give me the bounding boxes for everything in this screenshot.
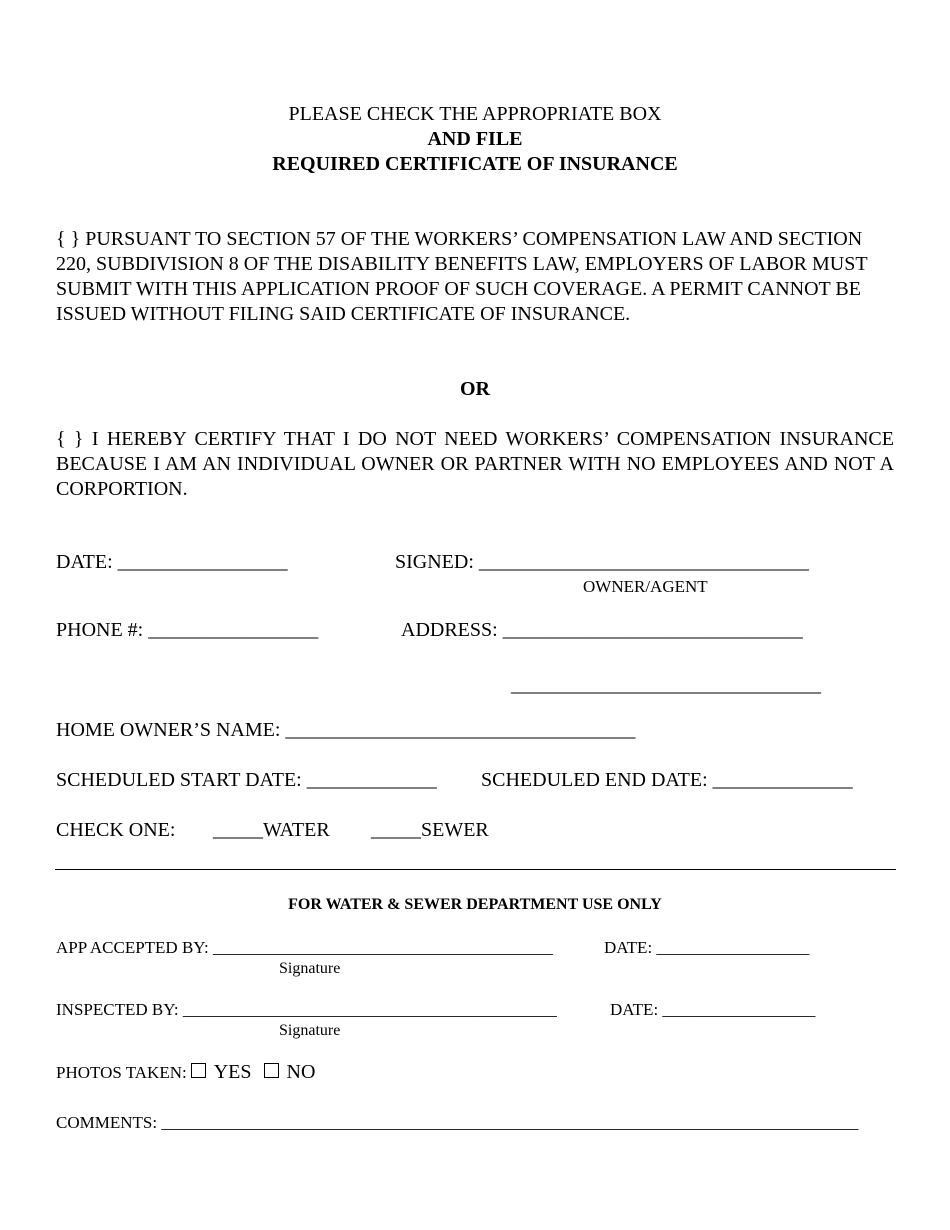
no-label: NO [286,1061,316,1083]
or-label: OR [460,378,490,400]
header-line-1: PLEASE CHECK THE APPROPRIATE BOX [288,103,662,125]
water-option[interactable]: _____WATER [213,819,330,841]
address-field[interactable]: ADDRESS: ______________________________ [401,619,803,641]
photos-taken-row [56,1060,315,1085]
app-accepted-by-field[interactable]: APP ACCEPTED BY: ________________________________________ [56,938,553,957]
option-coverage-paragraph[interactable]: { } PURSUANT TO SECTION 57 OF THE WORKERS’ COMPENSATION LAW AND SECTION 220, SUBDIVISION 8 OF THE DISABILITY BENEFITS LAW, EMPLOYERS OF LABOR MUST SUBMIT WITH THIS APPLICATION PROOF OF SUCH COVERAGE. A PERMIT CANNOT BE ISSUED WITHOUT FILING SAID CERTIFICATE OF INSURANCE. [56,228,868,325]
date-field[interactable]: DATE: _________________ [56,551,288,573]
comments-field[interactable]: COMMENTS: __________________________________________________________________________________ [56,1113,859,1132]
department-use-title: FOR WATER & SEWER DEPARTMENT USE ONLY [288,896,662,913]
photos-taken-label: PHOTOS TAKEN: [56,1063,187,1082]
option-exemption-paragraph[interactable]: { } I HEREBY CERTIFY THAT I DO NOT NEED WORKERS’ COMPENSATION INSURANCE BECAUSE I AM AN INDIVIDUAL OWNER OR PARTNER WITH NO EMPLOYEES AND NOT A CORPORTION. [56,428,894,500]
header-line-3: REQUIRED CERTIFICATE OF INSURANCE [272,153,678,175]
home-owner-name-field[interactable]: HOME OWNER’S NAME: ___________________________________ [56,719,636,741]
header-line-2: AND FILE [427,128,523,150]
yes-label: YES [213,1061,252,1083]
signature-label: Signature [279,960,341,977]
section-divider [55,869,896,870]
sewer-option[interactable]: _____SEWER [371,819,489,841]
scheduled-start-date-field[interactable]: SCHEDULED START DATE: _____________ [56,769,437,791]
owner-agent-label: OWNER/AGENT [583,577,708,596]
phone-field[interactable]: PHONE #: _________________ [56,619,319,641]
inspected-date-field[interactable]: DATE: __________________ [610,1000,816,1019]
scheduled-end-date-field[interactable]: SCHEDULED END DATE: ______________ [481,769,853,791]
inspected-by-field[interactable]: INSPECTED BY: ____________________________________________ [56,1000,557,1019]
no-checkbox[interactable] [264,1063,279,1078]
address-line-2-field[interactable]: _______________________________ [511,674,821,696]
check-one-label: CHECK ONE: [56,819,176,841]
accepted-date-field[interactable]: DATE: __________________ [604,938,810,957]
signature-label: Signature [279,1022,341,1039]
yes-checkbox[interactable] [191,1063,206,1078]
signed-field[interactable]: SIGNED: _________________________________ [395,551,809,573]
